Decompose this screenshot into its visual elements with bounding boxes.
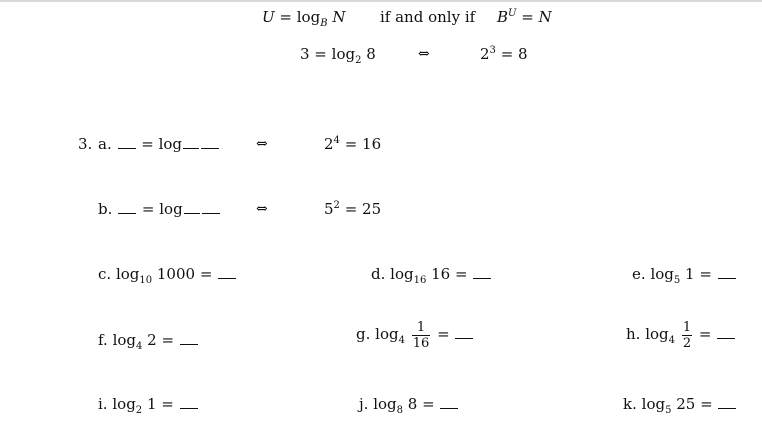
- item-a-rhs-base: 2: [324, 135, 334, 153]
- item-c-answer-blank[interactable]: [218, 277, 236, 279]
- item-d-answer-blank[interactable]: [473, 277, 491, 279]
- item-i-log: log: [112, 395, 136, 413]
- item-g-numerator: 1: [416, 319, 426, 335]
- item-d-arg: 16 =: [426, 265, 468, 283]
- item-i-arg: 1 =: [142, 395, 174, 413]
- item-b-blank-1[interactable]: [118, 212, 136, 214]
- item-b-rhs-val: = 25: [339, 200, 382, 218]
- item-c: [98, 265, 237, 286]
- item-f-label: f.: [98, 331, 108, 349]
- item-k: [623, 395, 737, 416]
- item-g-base: 4: [398, 335, 405, 346]
- item-f-log: log: [112, 331, 137, 349]
- item-b-arrow: ⇔: [256, 201, 268, 217]
- problem-number: 3.: [78, 135, 93, 153]
- example-rhs-val: = 8: [495, 45, 528, 63]
- item-j-arg: 8 =: [403, 395, 435, 413]
- def-right-n: = N: [516, 8, 552, 26]
- item-k-log: log: [641, 395, 666, 413]
- def-right-u: U: [508, 8, 517, 19]
- item-h-numerator: 1: [682, 319, 692, 335]
- item-b-blank-arg[interactable]: [202, 212, 220, 214]
- definition-exponential: [497, 8, 552, 26]
- item-e-arg: 1 =: [680, 265, 712, 283]
- item-e: [632, 265, 737, 286]
- item-i: [98, 395, 199, 416]
- item-j-log: log: [373, 395, 397, 413]
- item-a-blank-1[interactable]: [118, 147, 136, 149]
- item-g-fraction: [412, 320, 431, 351]
- item-a-log-form: [98, 135, 220, 153]
- item-b-rhs-base: 5: [324, 200, 334, 218]
- item-h-base: 4: [668, 335, 676, 346]
- item-a-blank-arg[interactable]: [201, 147, 219, 149]
- item-a-exp-form: [324, 135, 381, 153]
- item-b-label: b.: [98, 200, 113, 218]
- item-k-label: k.: [623, 395, 637, 413]
- item-g-log: log: [375, 325, 399, 343]
- item-f-base: 4: [136, 341, 143, 352]
- item-a-eq: = log: [136, 135, 183, 153]
- item-d-log: log: [390, 265, 414, 283]
- item-j: [359, 395, 459, 416]
- def-right-b: B: [497, 8, 509, 26]
- item-a-blank-base[interactable]: [183, 147, 199, 149]
- item-c-log: log: [115, 265, 140, 283]
- example-lhs: 3 = log: [300, 45, 356, 63]
- item-j-base: 8: [396, 405, 404, 416]
- item-f-arg: 2 =: [142, 331, 175, 349]
- item-h: [626, 318, 736, 351]
- item-h-eq: =: [698, 325, 712, 343]
- item-d-label: d.: [371, 265, 386, 283]
- item-b-log-form: [98, 200, 221, 218]
- item-a-label: a.: [98, 135, 112, 153]
- item-h-answer-blank[interactable]: [717, 337, 735, 339]
- top-divider: [0, 0, 762, 2]
- example-rhs-base: 2: [480, 45, 490, 63]
- item-j-answer-blank[interactable]: [440, 407, 458, 409]
- item-b-eq: = log: [137, 200, 183, 218]
- item-a-rhs-val: = 16: [339, 135, 382, 153]
- item-g-label: g.: [356, 325, 371, 343]
- item-k-answer-blank[interactable]: [718, 407, 736, 409]
- example-base: 2: [355, 55, 362, 66]
- item-g-denominator: 16: [412, 335, 430, 351]
- item-c-label: c.: [98, 265, 112, 283]
- item-a-rhs-exp: 4: [333, 135, 340, 146]
- example-rhs-exp: 3: [489, 45, 496, 56]
- example-arrow: ⇔: [418, 46, 430, 62]
- item-e-base: 5: [673, 275, 681, 286]
- iff-text: if and only if: [380, 8, 476, 26]
- item-i-answer-blank[interactable]: [180, 407, 198, 409]
- item-h-denominator: 2: [682, 335, 692, 351]
- item-i-label: i.: [98, 395, 108, 413]
- item-h-log: log: [645, 325, 669, 343]
- item-k-arg: 25 =: [671, 395, 713, 413]
- example-arg: 8: [361, 45, 376, 63]
- item-h-fraction: [682, 320, 692, 351]
- item-g: [356, 318, 474, 351]
- item-h-label: h.: [626, 325, 641, 343]
- item-d-base: 16: [413, 275, 427, 286]
- item-b-blank-base[interactable]: [184, 212, 200, 214]
- def-eq-log: = log: [274, 8, 321, 26]
- item-k-base: 5: [665, 405, 672, 416]
- def-n: N: [327, 8, 346, 26]
- item-d: [371, 265, 492, 286]
- item-g-answer-blank[interactable]: [455, 337, 473, 339]
- item-e-answer-blank[interactable]: [718, 277, 736, 279]
- item-c-arg: 1000 =: [152, 265, 213, 283]
- definition-formula: [262, 8, 346, 29]
- item-e-label: e.: [632, 265, 646, 283]
- item-e-log: log: [650, 265, 674, 283]
- example-exp-form: [480, 45, 528, 63]
- def-u: U: [262, 8, 275, 26]
- item-b-exp-form: [324, 200, 381, 218]
- item-i-base: 2: [135, 405, 143, 416]
- example-log-form: [300, 45, 376, 66]
- def-base: B: [320, 18, 328, 29]
- item-g-eq: =: [437, 325, 450, 343]
- item-j-label: j.: [359, 395, 369, 413]
- item-f-answer-blank[interactable]: [180, 343, 198, 345]
- item-c-base: 10: [139, 275, 153, 286]
- item-a-arrow: ⇔: [256, 136, 268, 152]
- item-b-rhs-exp: 2: [333, 200, 340, 211]
- item-f: [98, 331, 199, 352]
